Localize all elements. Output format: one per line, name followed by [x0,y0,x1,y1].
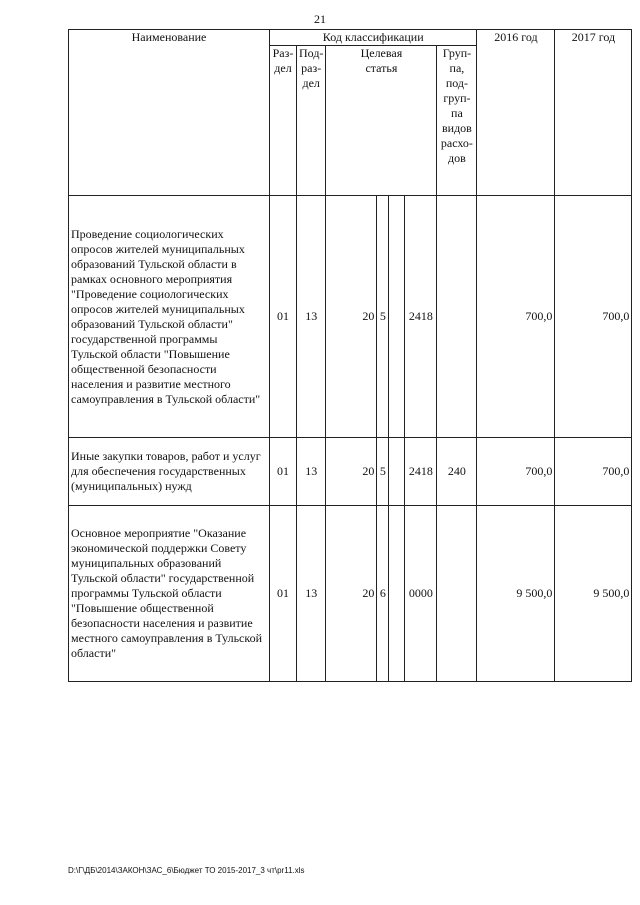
table-row [69,196,632,438]
row-name: Иные закупки товаров, работ и услуг для обеспечения государственных (муниципальных) нужд [69,438,270,506]
row-name: Основное мероприятие "Оказание экономической поддержки Совету муниципальных образований Тульской области" государственной программы Тульской области "Повышение общественной безопасности населения и развитие местного самоуправления в Тульской области" [69,506,270,682]
row-2016: 9 500,0 [477,506,555,682]
page-number: 21 [314,12,326,26]
row-2017: 9 500,0 [555,506,632,682]
header-razdel: Раз- дел [270,46,297,196]
row-2017: 700,0 [555,438,632,506]
row-statya-2: 6 [377,506,389,682]
row-statya-3 [389,438,405,506]
row-2017: 700,0 [555,196,632,438]
header-code: Код классификации [270,30,477,46]
row-2016: 700,0 [477,438,555,506]
row-statya-2: 5 [377,196,389,438]
row-statya-2: 5 [377,438,389,506]
row-statya-4: 2418 [405,196,437,438]
header-row-1 [69,30,632,46]
row-vid [437,196,477,438]
budget-table [68,29,632,682]
header-gruppa: Груп- па, под- груп- па видов расхо- дов [437,46,477,196]
row-podrazdel: 13 [297,196,326,438]
row-statya-1: 20 [326,506,377,682]
row-podrazdel: 13 [297,506,326,682]
row-statya-1: 20 [326,438,377,506]
row-statya-3 [389,506,405,682]
header-name: Наименование [69,30,270,196]
row-statya-3 [389,196,405,438]
row-statya-4: 0000 [405,506,437,682]
row-2016: 700,0 [477,196,555,438]
header-2017: 2017 год [555,30,632,196]
row-name: Проведение социологических опросов жителей муниципальных образований Тульской области в рамках основного мероприятия "Проведение социологических опросов жителей муниципальных образований Тульской области" государственной программы Тульской области "Повышение общественной безопасности населения и развитие местного самоуправления в Тульской области" [69,196,270,438]
header-2016: 2016 год [477,30,555,196]
header-podrazdel: Под- раз- дел [297,46,326,196]
table-row [69,506,632,682]
header-statya: Целевая статья [326,46,437,196]
row-razdel: 01 [270,196,297,438]
row-podrazdel: 13 [297,438,326,506]
row-vid [437,506,477,682]
row-statya-1: 20 [326,196,377,438]
file-path-footer: D:\Г\ДБ\2014\ЗАКОН\ЗАС_6\Бюджет ТО 2015-2017_3 чт\pr11.xls [68,866,305,875]
row-razdel: 01 [270,506,297,682]
table-row [69,438,632,506]
row-vid: 240 [437,438,477,506]
row-razdel: 01 [270,438,297,506]
row-statya-4: 2418 [405,438,437,506]
